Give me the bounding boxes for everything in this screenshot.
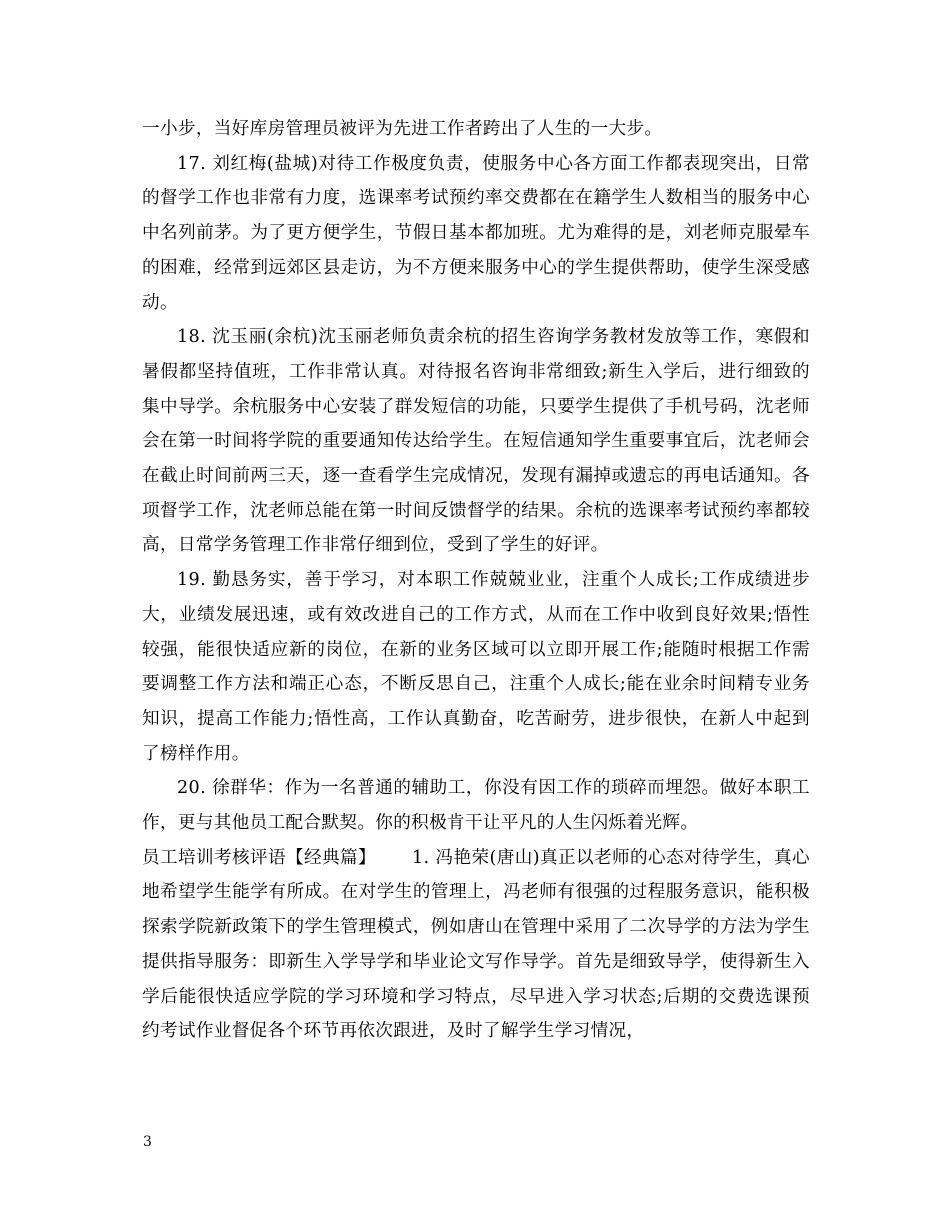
paragraph-continuation: 一小步，当好库房管理员被评为先进工作者跨出了人生的一大步。: [142, 119, 663, 139]
document-body: [142, 112, 810, 1049]
paragraph-item-19: 19. 勤恳务实，善于学习，对本职工作兢兢业业，注重个人成长;工作成绩进步大，业绩发展迅速，或有效改进自己的工作方式，从而在工作中收到良好效果;悟性较强，能很快适应新的岗位，在新的业务区域可以立即开展工作;能随时根据工作需要调整工作方法和端正心态，不断反思自己，注重个人成长;能在业余时间精专业务知识，提高工作能力;悟性高，工作认真勤奋，吃苦耐劳，进步很快，在新人中起到了榜样作用。: [142, 570, 810, 764]
section-heading: 员工培训考核评语【经典篇】: [142, 847, 377, 868]
section-item-1: 1. 冯艳荣(唐山)真正以老师的心态对待学生，真心地希望学生能学有所成。在对学生的管理上，冯老师有很强的过程服务意识，能积极探索学院新政策下的学生管理模式，例如唐山在管理中采用了二次导学的方法为学生提供指导服务：即新生入学导学和毕业论文写作导学。首先是细致导学，使得新生入学后能很快适应学院的学习环境和学习特点，尽早进入学习状态;后期的交费选课预约考试作业督促各个环节再依次跟进，及时了解学生学习情况，: [142, 847, 810, 1042]
paragraph-item-18: 18. 沈玉丽(余杭)沈玉丽老师负责余杭的招生咨询学务教材发放等工作，寒假和暑假都坚持值班，工作非常认真。对待报名咨询非常细致;新生入学后，进行细致的集中导学。余杭服务中心安装了群发短信的功能，只要学生提供了手机号码，沈老师会在第一时间将学院的重要通知传达给学生。在短信通知学生重要事宜后，沈老师会在截止时间前两三天，逐一查看学生完成情况，发现有漏掉或遗忘的再电话通知。各项督学工作，沈老师总能在第一时间反馈督学的结果。余杭的选课率考试预约率都较高，日常学务管理工作非常仔细到位，受到了学生的好评。: [142, 327, 810, 556]
paragraph-item-20: 20. 徐群华：作为一名普通的辅助工，你没有因工作的琐碎而埋怨。做好本职工作，更与其他员工配合默契。你的积极肯干让平凡的人生闪烁着光辉。: [142, 778, 810, 834]
paragraph-item-17: 17. 刘红梅(盐城)对待工作极度负责，使服务中心各方面工作都表现突出，日常的督学工作也非常有力度，选课率考试预约率交费都在在籍学生人数相当的服务中心中名列前茅。为了更方便学生，节假日基本都加班。尤为难得的是，刘老师克服晕车的困难，经常到远郊区县走访，为不方便来服务中心的学生提供帮助，使学生深受感动。: [142, 153, 810, 313]
page-number: 3: [143, 1134, 152, 1150]
section-paragraph: [142, 841, 810, 1049]
